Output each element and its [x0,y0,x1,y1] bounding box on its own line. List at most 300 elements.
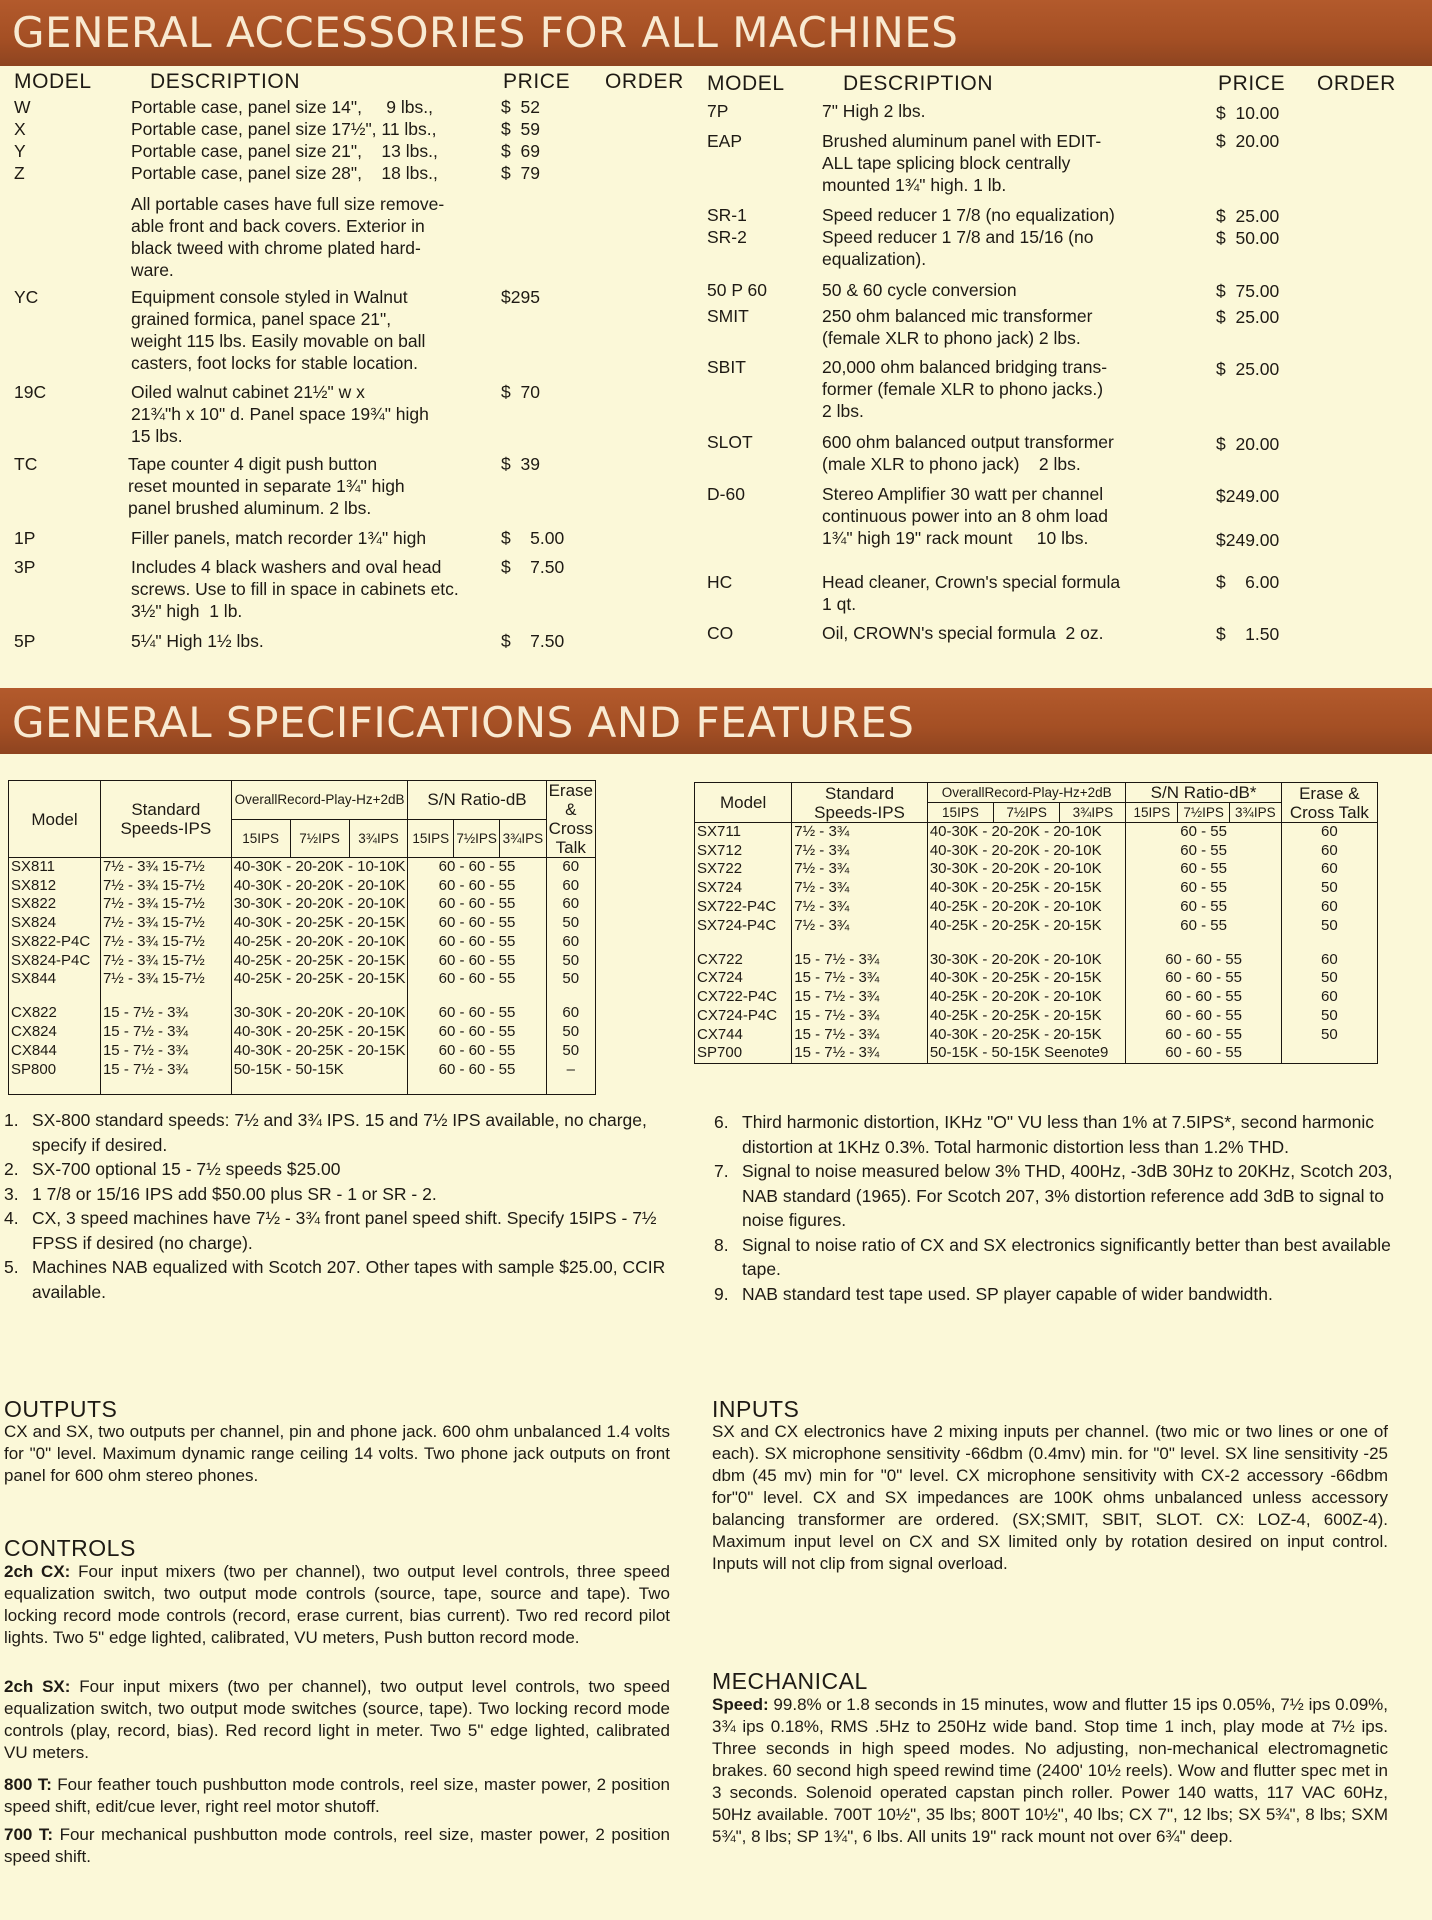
notes-right [714,1110,1400,1306]
controls-700t-text: Four mechanical pushbutton mode controls, reel size, master power, 2 position speed shift. [4,1825,670,1866]
acc-model: TC [14,454,38,474]
acc-model: EAP [707,131,743,151]
spec-speeds-cell [100,1079,231,1095]
note-text: Signal to noise ratio of CX and SX electronics significantly better than best available tape. [742,1234,1391,1279]
controls-title: CONTROLS [4,1535,136,1561]
note-text: 1 7/8 or 15/16 IPS add $50.00 plus SR - 1 or SR - 2. [32,1183,437,1204]
sub-15ips: 15IPS [408,819,454,858]
mechanical-speed-label: Speed: [712,1695,769,1714]
controls-sx-label: 2ch SX: [4,1677,71,1696]
spec-overall-cell: 40-30K - 20-25K - 20-15K [927,879,1126,898]
spec-row [9,952,596,971]
spec-erase-cell: 60 [546,1004,595,1023]
acc-model: X [14,119,26,139]
spec-speeds-cell: 15 - 7½ - 3¾ [100,1061,231,1080]
spec-model-cell: CX822 [9,1004,101,1023]
controls-cx-text: Four input mixers (two per channel), two output level controls, three speed equalization switch, two output mode controls (source, tape, source and tape). Two locking record mode controls (record, erase current, bias current). Two red record pilot lights. Two 5" edge lighted, calibrated, VU meters, Push button record mode. [4,1562,671,1647]
spec-row [695,969,1378,988]
spec-model-cell: CX722 [695,951,792,970]
mechanical-text: 99.8% or 1.8 seconds in 15 minutes, wow and flutter 15 ips 0.05%, 7½ ips 0.09%, 3¾ ips 0.18%, RMS .5Hz to 250Hz wide band. Stop time 1 inch, play mode at 7½ ips. Three seconds in high speed modes. No adjusting, non-mechanical electromagnetic brakes. 60 second high speed rewind time (2400' 10½ reels). Wow and flutter spec met in 3 seconds. Solenoid operated capstan pinch roller. Power 140 watts, 117 VAC 60Hz, 50Hz available. 700T 10½", 35 lbs; 800T 10½", 40 lbs; CX 7", 12 lbs; SX 5¾", 8 lbs; SXM 5¾", 8 lbs; SP 1¾", 6 lbs. All units 19" rack mount not over 6¾" deep. [712,1695,1388,1846]
spec-overall-cell: 40-30K - 20-25K - 20-15K [231,1023,408,1042]
note-item [714,1110,1400,1159]
spec-erase-cell [1281,935,1377,951]
spec-row [695,1026,1378,1045]
spec-erase-cell: 60 [1281,988,1377,1007]
acc-price: $ 5.00 [501,528,565,548]
spec-row [695,898,1378,917]
note-number: 8. [714,1234,729,1255]
inputs-title: INPUTS [712,1396,800,1422]
spec-erase-cell: 50 [1281,879,1377,898]
note-number: 4. [4,1208,19,1228]
spec-sn-cell: 60 - 60 - 55 [408,1004,546,1023]
acc-description: Head cleaner, Crown's special formula 1 qt. [822,572,1121,614]
spec-model-cell: SX711 [695,823,792,842]
spec-model-cell: CX744 [695,1026,792,1045]
sub-7-5ips: 7½IPS [453,819,499,858]
spec-overall-cell: 40-30K - 20-20K - 20-10K [927,842,1126,861]
spec-speeds-cell: 15 - 7½ - 3¾ [792,1007,928,1026]
spec-sn-cell: 60 - 55 [1126,898,1281,917]
spec-speeds-cell: 15 - 7½ - 3¾ [792,1044,928,1063]
spec-erase-cell [1281,1044,1377,1063]
spec-sn-cell: 60 - 60 - 55 [1126,951,1281,970]
spec-model-cell: CX824 [9,1023,101,1042]
acc-description: Oiled walnut cabinet 21½" w x 21¾"h x 10" d. Panel space 19¾" high 15 lbs. [131,382,429,446]
note-number: 7. [714,1161,729,1181]
spec-row [695,1044,1378,1063]
spec-sn-cell: 60 - 55 [1126,823,1281,842]
spec-speeds-cell [792,935,928,951]
spec-sn-cell: 60 - 60 - 55 [408,858,546,877]
acc-right-model-header: MODEL [707,72,785,95]
spec-erase-cell [546,989,595,1005]
spec-speeds-cell: 15 - 7½ - 3¾ [792,988,928,1007]
spec-overall-cell [231,989,408,1005]
controls-sx-paragraph [4,1676,670,1764]
sub-15ips: 15IPS [1126,803,1178,823]
note-text: Machines NAB equalized with Scotch 207. Other tapes with sample $25.00, CCIR available. [32,1257,666,1302]
spec-row [695,879,1378,898]
spec-speeds-cell: 7½ - 3¾ [792,898,928,917]
spec-overall-cell: 40-25K - 20-25K - 20-15K [927,1007,1126,1026]
spec-overall-cell: 30-30K - 20-20K - 20-10K [231,1004,408,1023]
spec-row [9,1023,596,1042]
spec-model-cell: SX824-P4C [9,952,101,971]
note-text: SX-700 optional 15 - 7½ speeds $25.00 [32,1159,341,1179]
sub-7-5ips: 7½IPS [1178,803,1230,823]
spec-table-left [8,780,596,1095]
spec-overall-cell: 40-30K - 20-20K - 20-10K [231,877,408,896]
col-overall-header: OverallRecord-Play-Hz+2dB [231,781,408,820]
spec-erase-cell: 50 [546,1023,595,1042]
spec-speeds-cell: 7½ - 3¾ 15-7½ [100,858,231,877]
spec-model-cell: SP700 [695,1044,792,1063]
spec-speeds-cell: 15 - 7½ - 3¾ [792,969,928,988]
spec-erase-cell: 60 [1281,860,1377,879]
col-model-header: Model [9,781,101,858]
acc-price: $ 69 [501,141,540,161]
controls-sx-text: Four input mixers (two per channel), two output level controls, two speed equalization switch, two output mode switches (source, tape). Two locking record mode controls (play, record, bias). Red record light in meter. Two 5" edge lighted, calibrated VU meters. [4,1677,671,1762]
note-item [714,1233,1400,1282]
spec-speeds-cell: 15 - 7½ - 3¾ [792,1026,928,1045]
acc-left-description-header: DESCRIPTION [150,70,301,93]
note-number: 1. [4,1110,19,1130]
acc-model: CO [707,623,734,643]
acc-description: Speed reducer 1 7/8 (no equalization) Speed reducer 1 7/8 and 15/16 (no equalization). [822,205,1115,269]
note-item [4,1255,692,1304]
acc-model: HC [707,572,733,592]
spec-model-cell: SP800 [9,1061,101,1080]
spec-erase-cell: 60 [1281,842,1377,861]
spec-sn-cell: 60 - 55 [1126,917,1281,936]
spec-row [695,823,1378,842]
spec-sn-cell: 60 - 55 [1126,860,1281,879]
spec-row [9,1079,596,1095]
acc-price: $ 79 [501,163,540,183]
spec-sn-cell: 60 - 60 - 55 [408,877,546,896]
note-item [4,1206,692,1255]
spec-model-cell: SX822 [9,895,101,914]
spec-erase-cell: 50 [1281,969,1377,988]
spec-model-cell: SX724-P4C [695,917,792,936]
spec-overall-cell: 40-25K - 20-20K - 20-10K [231,933,408,952]
spec-speeds-cell: 7½ - 3¾ [792,860,928,879]
acc-description: Oil, CROWN's special formula 2 oz. [822,623,1104,643]
spec-row [9,914,596,933]
acc-description: 50 & 60 cycle conversion [822,280,1017,300]
notes-left [4,1108,692,1304]
spec-row [9,1042,596,1061]
acc-model: SLOT [707,432,753,452]
col-sn-header: S/N Ratio-dB* [1126,783,1281,803]
spec-model-cell: CX724-P4C [695,1007,792,1026]
spec-erase-cell: 50 [1281,1007,1377,1026]
spec-speeds-cell [100,989,231,1005]
acc-left-price-header: PRICE [503,70,571,93]
spec-row [695,917,1378,936]
spec-row [695,951,1378,970]
acc-price: $ 70 [501,382,540,402]
spec-overall-cell: 40-25K - 20-20K - 20-10K [927,988,1126,1007]
spec-overall-cell: 40-30K - 20-20K - 10-10K [231,858,408,877]
note-text: CX, 3 speed machines have 7½ - 3¾ front panel speed shift. Specify 15IPS - 7½ FPSS if desired (no charge). [32,1208,657,1253]
sub-15ips: 15IPS [927,803,993,823]
acc-price: $ 20.00 [1216,131,1280,151]
col-speeds-header: Standard Speeds-IPS [792,783,928,823]
spec-sn-cell: 60 - 60 - 55 [1126,1026,1281,1045]
controls-700t-label: 700 T: [4,1825,54,1844]
acc-model: 5P [14,631,36,651]
sub-15ips: 15IPS [231,819,290,858]
spec-row [695,860,1378,879]
spec-sn-cell: 60 - 60 - 55 [408,933,546,952]
spec-model-cell [695,935,792,951]
spec-overall-cell [231,1079,408,1095]
acc-price: $ 39 [501,454,540,474]
spec-overall-cell: 30-30K - 20-20K - 20-10K [927,860,1126,879]
acc-description: Stereo Amplifier 30 watt per channel continuous power into an 8 ohm load 1¾" high 19" rack mount 10 lbs. [822,484,1109,548]
spec-speeds-cell: 7½ - 3¾ 15-7½ [100,895,231,914]
spec-sn-cell: 60 - 55 [1126,879,1281,898]
spec-erase-cell: 60 [1281,898,1377,917]
controls-700t-paragraph [4,1824,670,1868]
spec-sn-cell [1126,935,1281,951]
acc-left-model-header: MODEL [14,70,92,93]
outputs-title: OUTPUTS [4,1396,118,1422]
spec-row [9,1061,596,1080]
spec-table-right [694,782,1378,1064]
spec-overall-cell: 40-30K - 20-20K - 20-10K [927,823,1126,842]
note-item [714,1282,1400,1307]
spec-model-cell: SX824 [9,914,101,933]
spec-sn-cell: 60 - 60 - 55 [408,1061,546,1080]
outputs-text: CX and SX, two outputs per channel, pin and phone jack. 600 ohm unbalanced 1.4 volts for "0" level. Maximum dynamic range ceiling 14 volts. Two phone jack outputs on front panel for 600 ohm stereo phones. [4,1422,670,1485]
spec-overall-cell [927,935,1126,951]
acc-price: $ 59 [501,119,540,139]
acc-description: 5¼" High 1½ lbs. [131,631,264,651]
spec-model-cell: SX822-P4C [9,933,101,952]
spec-overall-cell: 40-30K - 20-25K - 20-15K [231,914,408,933]
note-number: 6. [714,1112,729,1132]
spec-speeds-cell: 7½ - 3¾ 15-7½ [100,914,231,933]
spec-model-cell: CX722-P4C [695,988,792,1007]
col-erase-header: Erase & Cross Talk [546,781,595,858]
spec-row [695,935,1378,951]
sub-7-5ips: 7½IPS [994,803,1060,823]
spec-model-cell [9,1079,101,1095]
sub-3-75ips: 3¾IPS [500,819,546,858]
acc-description: Filler panels, match recorder 1¾" high [131,528,427,548]
col-erase-header: Erase & Cross Talk [1281,783,1377,823]
spec-model-cell: SX811 [9,858,101,877]
spec-row [9,989,596,1005]
spec-model-cell: SX722-P4C [695,898,792,917]
controls-800t-text: Four feather touch pushbutton mode controls, reel size, master power, 2 position speed shift, edit/cue lever, right reel motor shutoff. [4,1775,670,1816]
accessories-banner: GENERAL ACCESSORIES FOR ALL MACHINES [0,0,1432,66]
acc-price: $249.00 $249.00 [1216,486,1280,550]
acc-price: $ 7.50 [501,631,565,651]
spec-overall-cell: 40-25K - 20-25K - 20-15K [927,917,1126,936]
acc-model: W [14,97,31,117]
sub-3-75ips: 3¾IPS [349,819,408,858]
spec-sn-cell: 60 - 60 - 55 [1126,1007,1281,1026]
spec-row [9,1004,596,1023]
spec-erase-cell: 60 [1281,951,1377,970]
spec-overall-cell: 50-15K - 50-15K Seenote9 [927,1044,1126,1063]
spec-row [695,988,1378,1007]
controls-800t-paragraph [4,1774,670,1818]
spec-overall-cell: 30-30K - 20-20K - 20-10K [231,895,408,914]
spec-speeds-cell: 15 - 7½ - 3¾ [100,1004,231,1023]
acc-model: Y [14,141,26,161]
acc-description: 600 ohm balanced output transformer (male XLR to phono jack) 2 lbs. [822,432,1114,474]
spec-row [9,895,596,914]
spec-sn-cell [408,1079,546,1095]
spec-row [9,877,596,896]
acc-description: Brushed aluminum panel with EDIT- ALL tape splicing block centrally mounted 1¾" high. 1 lb. [822,131,1102,195]
note-number: 9. [714,1283,729,1304]
acc-price: $ 52 [501,97,540,117]
spec-sn-cell: 60 - 60 - 55 [408,895,546,914]
acc-price: $ 25.00 $ 50.00 [1216,206,1280,248]
spec-sn-cell: 60 - 60 - 55 [1126,1044,1281,1063]
spec-overall-cell: 40-25K - 20-20K - 20-10K [927,898,1126,917]
note-text: Signal to noise measured below 3% THD, 400Hz, -3dB 30Hz to 20KHz, Scotch 203, NAB standard (1965). For Scotch 207, 3% distortion reference add 3dB to signal to noise figures. [742,1161,1393,1230]
spec-sn-cell: 60 - 60 - 55 [408,914,546,933]
acc-description: 20,000 ohm balanced bridging trans- former (female XLR to phono jacks.) 2 lbs. [822,357,1108,421]
spec-row [9,970,596,989]
spec-overall-cell: 40-30K - 20-25K - 20-15K [927,1026,1126,1045]
acc-description: Portable case, panel size 14", 9 lbs., [131,97,433,117]
spec-speeds-cell: 7½ - 3¾ [792,879,928,898]
sub-7-5ips: 7½IPS [290,819,349,858]
spec-speeds-cell: 7½ - 3¾ 15-7½ [100,933,231,952]
spec-erase-cell: 60 [546,895,595,914]
controls-cx-label: 2ch CX: [4,1562,71,1581]
acc-price: $ 7.50 [501,557,565,577]
spec-overall-cell: 40-30K - 20-25K - 20-15K [231,1042,408,1061]
acc-model: YC [14,287,39,307]
spec-erase-cell: 50 [1281,1026,1377,1045]
mechanical-paragraph [712,1694,1388,1848]
spec-model-cell: SX724 [695,879,792,898]
col-overall-header: OverallRecord-Play-Hz+2dB [927,783,1126,803]
acc-description: 250 ohm balanced mic transformer (female XLR to phono jack) 2 lbs. [822,306,1093,348]
spec-speeds-cell: 7½ - 3¾ 15-7½ [100,952,231,971]
acc-description: 7" High 2 lbs. [822,101,926,121]
spec-erase-cell: 60 [546,877,595,896]
spec-speeds-cell: 15 - 7½ - 3¾ [792,951,928,970]
acc-left-order-header: ORDER [605,70,684,93]
acc-description: Includes 4 black washers and oval head screws. Use to fill in space in cabinets etc. 3½" high 1 lb. [131,557,459,621]
acc-model: 19C [14,382,47,402]
spec-erase-cell: 60 [546,858,595,877]
acc-price: $295 [501,287,540,307]
acc-price: $ 20.00 [1216,434,1280,454]
col-model-header: Model [695,783,792,823]
spec-erase-cell [546,1079,595,1095]
acc-price: $ 75.00 [1216,281,1280,301]
spec-row [695,842,1378,861]
spec-sn-cell: 60 - 60 - 55 [1126,969,1281,988]
spec-sn-cell: 60 - 60 - 55 [408,970,546,989]
spec-erase-cell: 50 [546,970,595,989]
spec-sn-cell: 60 - 60 - 55 [1126,988,1281,1007]
acc-price: $ 6.00 [1216,572,1280,592]
acc-description: Equipment console styled in Walnut grained formica, panel space 21", weight 115 lbs. Easily movable on ball casters, foot locks for stable location. [131,287,426,373]
spec-erase-cell: 60 [1281,823,1377,842]
acc-model: 50 P 60 [707,280,768,300]
note-number: 2. [4,1159,19,1179]
acc-right-order-header: ORDER [1317,72,1396,95]
acc-right-description-header: DESCRIPTION [843,72,994,95]
acc-description: Portable case, panel size 17½", 11 lbs., [131,119,437,139]
note-number: 5. [4,1257,19,1277]
acc-model: 1P [14,528,36,548]
spec-speeds-cell: 15 - 7½ - 3¾ [100,1023,231,1042]
specifications-banner: GENERAL SPECIFICATIONS AND FEATURES [0,688,1432,754]
note-item [714,1159,1400,1233]
spec-erase-cell: 50 [546,914,595,933]
acc-model: D-60 [707,484,745,504]
acc-model: SR-1 SR-2 [707,205,747,247]
spec-sn-cell: 60 - 60 - 55 [408,1042,546,1061]
spec-erase-cell: 50 [546,1042,595,1061]
col-speeds-header: Standard Speeds-IPS [100,781,231,858]
spec-sn-cell: 60 - 60 - 55 [408,1023,546,1042]
controls-800t-label: 800 T: [4,1775,52,1794]
col-sn-header: S/N Ratio-dB [408,781,546,820]
acc-price: $ 25.00 [1216,307,1280,327]
note-text: Third harmonic distortion, IKHz "O" VU less than 1% at 7.5IPS*, second harmonic distortion at 1KHz 0.3%. Total harmonic distortion less than 1.2% THD. [742,1112,1375,1157]
acc-price: $ 10.00 [1216,103,1280,123]
mechanical-title: MECHANICAL [712,1668,868,1694]
acc-description: All portable cases have full size remove- able front and back covers. Exterior in black tweed with chrome plated hard- ware. [131,194,445,280]
spec-overall-cell: 50-15K - 50-15K [231,1061,408,1080]
inputs-text: SX and CX electronics have 2 mixing inputs per channel. (two mic or two lines or one of each). SX microphone sensitivity -66dbm (0.4mv) min. for "0" level. SX line sensitivity -25 dbm (45 mv) min for "0" level. CX microphone sensitivity with CX-2 accessory -66dbm for"0" level. CX and SX impedances are 100K ohms unbalanced unless accessory balancing transformer are ordered. (SX;SMIT, SBIT, SLOT. CX: LOZ-4, 600Z-4). Maximum input level on CX and SX limited only by rotation desired on input control. Inputs will not clip from signal overload. [712,1422,1388,1573]
spec-overall-cell: 40-25K - 20-25K - 20-15K [231,970,408,989]
sub-3-75ips: 3¾IPS [1229,803,1281,823]
spec-model-cell [9,989,101,1005]
spec-speeds-cell: 7½ - 3¾ [792,842,928,861]
acc-price: $ 25.00 [1216,359,1280,379]
acc-right-price-header: PRICE [1218,72,1286,95]
spec-erase-cell: – [546,1061,595,1080]
spec-speeds-cell: 7½ - 3¾ 15-7½ [100,970,231,989]
note-text: SX-800 standard speeds: 7½ and 3¾ IPS. 15 and 7½ IPS available, no charge, specify if desired. [32,1110,647,1155]
acc-price: $ 1.50 [1216,624,1280,644]
spec-erase-cell: 60 [546,933,595,952]
sub-3-75ips: 3¾IPS [1060,803,1126,823]
spec-erase-cell: 50 [546,952,595,971]
acc-description: Tape counter 4 digit push button reset mounted in separate 1¾" high panel brushed aluminum. 2 lbs. [128,454,405,518]
spec-overall-cell: 30-30K - 20-20K - 20-10K [927,951,1126,970]
spec-row [9,933,596,952]
acc-model: 3P [14,557,36,577]
note-item [4,1157,692,1182]
note-number: 3. [4,1183,19,1204]
spec-model-cell: SX812 [9,877,101,896]
spec-row [695,1007,1378,1026]
spec-overall-cell: 40-25K - 20-25K - 20-15K [231,952,408,971]
spec-sn-cell: 60 - 55 [1126,842,1281,861]
spec-row [9,858,596,877]
acc-model: SMIT [707,306,749,326]
spec-model-cell: SX712 [695,842,792,861]
spec-sn-cell [408,989,546,1005]
controls-cx-paragraph [4,1561,670,1649]
spec-erase-cell: 50 [1281,917,1377,936]
acc-model: Z [14,163,25,183]
spec-model-cell: SX844 [9,970,101,989]
acc-model: SBIT [707,357,746,377]
spec-speeds-cell: 15 - 7½ - 3¾ [100,1042,231,1061]
spec-model-cell: CX724 [695,969,792,988]
note-text: NAB standard test tape used. SP player capable of wider bandwidth. [742,1283,1273,1304]
note-item [4,1182,692,1207]
spec-speeds-cell: 7½ - 3¾ 15-7½ [100,877,231,896]
spec-overall-cell: 40-30K - 20-25K - 20-15K [927,969,1126,988]
spec-model-cell: CX844 [9,1042,101,1061]
note-item [4,1108,692,1157]
acc-description: Portable case, panel size 21", 13 lbs., [131,141,438,161]
spec-model-cell: SX722 [695,860,792,879]
acc-model: 7P [707,101,729,121]
spec-speeds-cell: 7½ - 3¾ [792,917,928,936]
spec-speeds-cell: 7½ - 3¾ [792,823,928,842]
acc-description: Portable case, panel size 28", 18 lbs., [131,163,438,183]
